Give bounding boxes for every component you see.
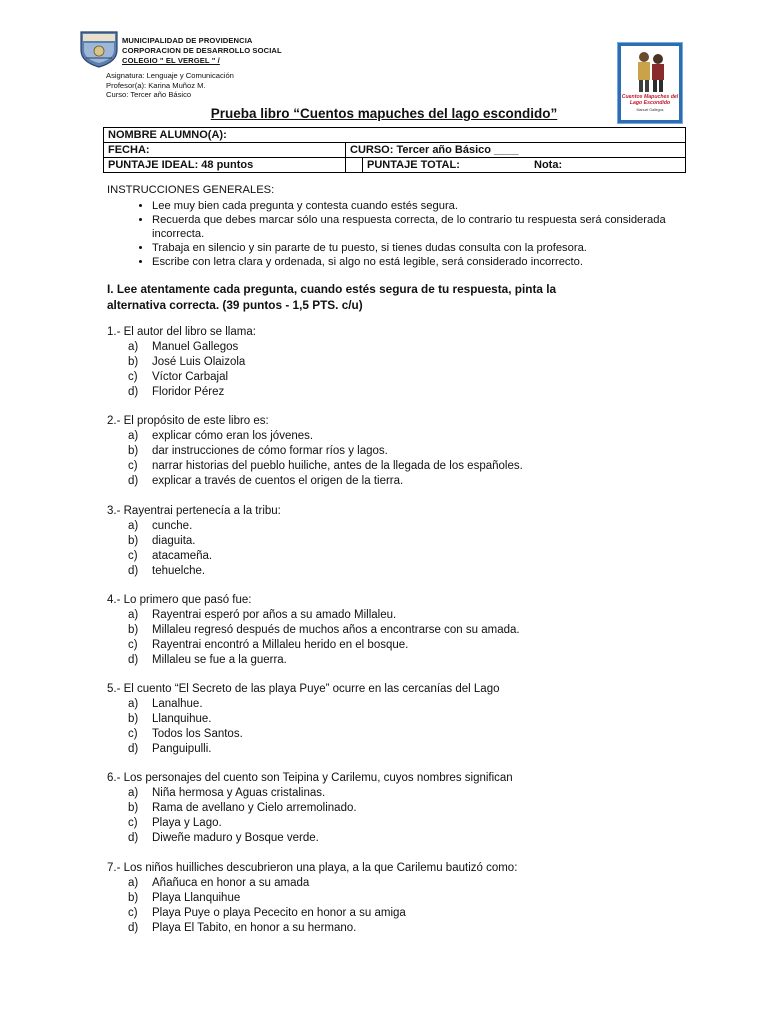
answer-option[interactable]: a) Añañuca en honor a su amada [128,877,310,889]
total-score-field[interactable] [363,158,686,173]
section-heading-line: alternativa correcta. (39 puntos - 1,5 PTS. c/u) [107,298,363,312]
question-4 [107,593,520,668]
answer-option[interactable]: c) Víctor Carbajal [128,371,229,383]
answer-option[interactable]: d) Millaleu se fue a la guerra. [128,654,287,666]
answer-option[interactable]: d) Panguipulli. [128,743,212,755]
school-crest-logo [78,28,120,68]
answer-option[interactable]: d) explicar a través de cuentos el origen de la tierra. [128,475,404,487]
course-field[interactable]: CURSO: Tercer año Básico ____ [346,143,686,158]
answer-option[interactable]: b) Rama de avellano y Cielo arremolinado. [128,802,357,814]
question-2 [107,414,523,489]
answer-option[interactable]: b) dar instrucciones de cómo formar ríos y lagos. [128,445,388,457]
answer-option[interactable]: c) narrar historias del pueblo huiliche, antes de la llegada de los españoles. [128,460,523,472]
question-stem: 3.- Rayentrai pertenecía a la tribu: [107,505,281,517]
instructions-list [107,199,687,269]
question-6 [107,771,513,846]
answer-option[interactable]: a) Manuel Gallegos [128,341,239,353]
book-cover-author: Manuel Gallegos [636,108,664,112]
book-cover-illustration [626,49,674,93]
answer-option[interactable]: d) Playa El Tabito, en honor a su hermano. [128,922,357,934]
answer-option[interactable]: b) diaguita. [128,535,196,547]
question-stem: 2.- El propósito de este libro es: [107,415,269,427]
question-stem: 5.- El cuento “El Secreto de las playa Puye” ocurre en las cercanías del Lago [107,683,500,695]
subject-info [106,71,234,100]
spacer-cell [346,158,363,173]
answer-option[interactable]: a) Rayentrai esperó por años a su amado Millaleu. [128,609,397,621]
question-stem: 4.- Lo primero que pasó fue: [107,594,252,606]
page-title-text: Prueba libro “Cuentos mapuches del lago escondido” [210,106,558,121]
instruction-item: • Trabaja en silencio y sin pararte de tu puesto, si tienes dudas consulta con la profesora. [152,241,687,255]
question-stem: 7.- Los niños huilliches descubrieron una playa, a la que Carilemu bautizó como: [107,862,518,874]
answer-options [107,697,500,757]
answer-options [107,608,520,668]
answer-options [107,340,256,400]
student-info-table [103,127,686,173]
answer-options [107,429,523,489]
institution-line: MUNICIPALIDAD DE PROVIDENCIA [122,36,253,45]
instruction-item: • Escribe con letra clara y ordenada, si algo no está legible, será considerado incorrecto. [152,255,687,269]
book-cover-title: Cuentos Mapuches del Lago Escondido [621,94,679,106]
instruction-item: • Lee muy bien cada pregunta y contesta cuando estés segura. [152,199,687,213]
ideal-score-cell: PUNTAJE IDEAL: 48 puntos [104,158,346,173]
teacher-line: Profesor(a): Karina Muñoz M. [106,80,206,90]
answer-option[interactable]: c) Playa y Lago. [128,817,222,829]
answer-option[interactable]: c) Playa Puye o playa Pececito en honor a su amiga [128,907,406,919]
answer-option[interactable]: b) Playa Llanquihue [128,892,241,904]
question-stem: 1.- El autor del libro se llama: [107,326,256,338]
answer-options [107,519,281,579]
date-field[interactable]: FECHA: [104,143,346,158]
answer-option[interactable]: d) Floridor Pérez [128,386,225,398]
answer-option[interactable]: b) Millaleu regresó después de muchos años a encontrarse con su amada. [128,624,520,636]
instructions-heading: INSTRUCCIONES GENERALES: [107,184,275,196]
total-score-label: PUNTAJE TOTAL: [367,159,460,171]
section-heading-line: I. Lee atentamente cada pregunta, cuando estés segura de tu respuesta, pinta la [107,282,557,296]
institution-header [122,36,282,66]
answer-option[interactable]: c) Todos los Santos. [128,728,243,740]
answer-option[interactable]: a) Lanalhue. [128,698,203,710]
answer-options [107,876,517,936]
answer-option[interactable]: a) Niña hermosa y Aguas cristalinas. [128,787,326,799]
student-name-field[interactable]: NOMBRE ALUMNO(A): [104,128,686,143]
question-5 [107,682,500,757]
question-1 [107,325,256,400]
grade-label: Nota: [534,159,563,171]
institution-line: CORPORACION DE DESARROLLO SOCIAL [122,46,282,55]
instruction-item: • Recuerda que debes marcar sólo una respuesta correcta, de lo contrario tu respuesta será considerada incorrecta. [152,213,687,241]
answer-option[interactable]: d) tehuelche. [128,565,206,577]
question-7 [107,861,517,936]
answer-option[interactable]: d) Diweñe maduro y Bosque verde. [128,832,319,844]
answer-option[interactable]: b) José Luis Olaizola [128,356,246,368]
answer-option[interactable]: b) Llanquihue. [128,713,212,725]
page-title [0,106,768,121]
question-3 [107,504,281,579]
answer-option[interactable]: c) atacameña. [128,550,213,562]
question-stem: 6.- Los personajes del cuento son Teipina y Carilemu, cuyos nombres significan [107,772,513,784]
answer-options [107,786,513,846]
answer-option[interactable]: c) Rayentrai encontró a Millaleu herido en el bosque. [128,639,409,651]
answer-option[interactable]: a) cunche. [128,520,193,532]
general-instructions [107,183,687,269]
subject-line: Asignatura: Lenguaje y Comunicación [106,71,234,80]
answer-option[interactable]: a) explicar cómo eran los jóvenes. [128,430,314,442]
section-heading [107,281,667,313]
course-line: Curso: Tercer año Básico [106,90,192,99]
institution-line: COLEGIO " EL VERGEL " / [122,56,220,65]
